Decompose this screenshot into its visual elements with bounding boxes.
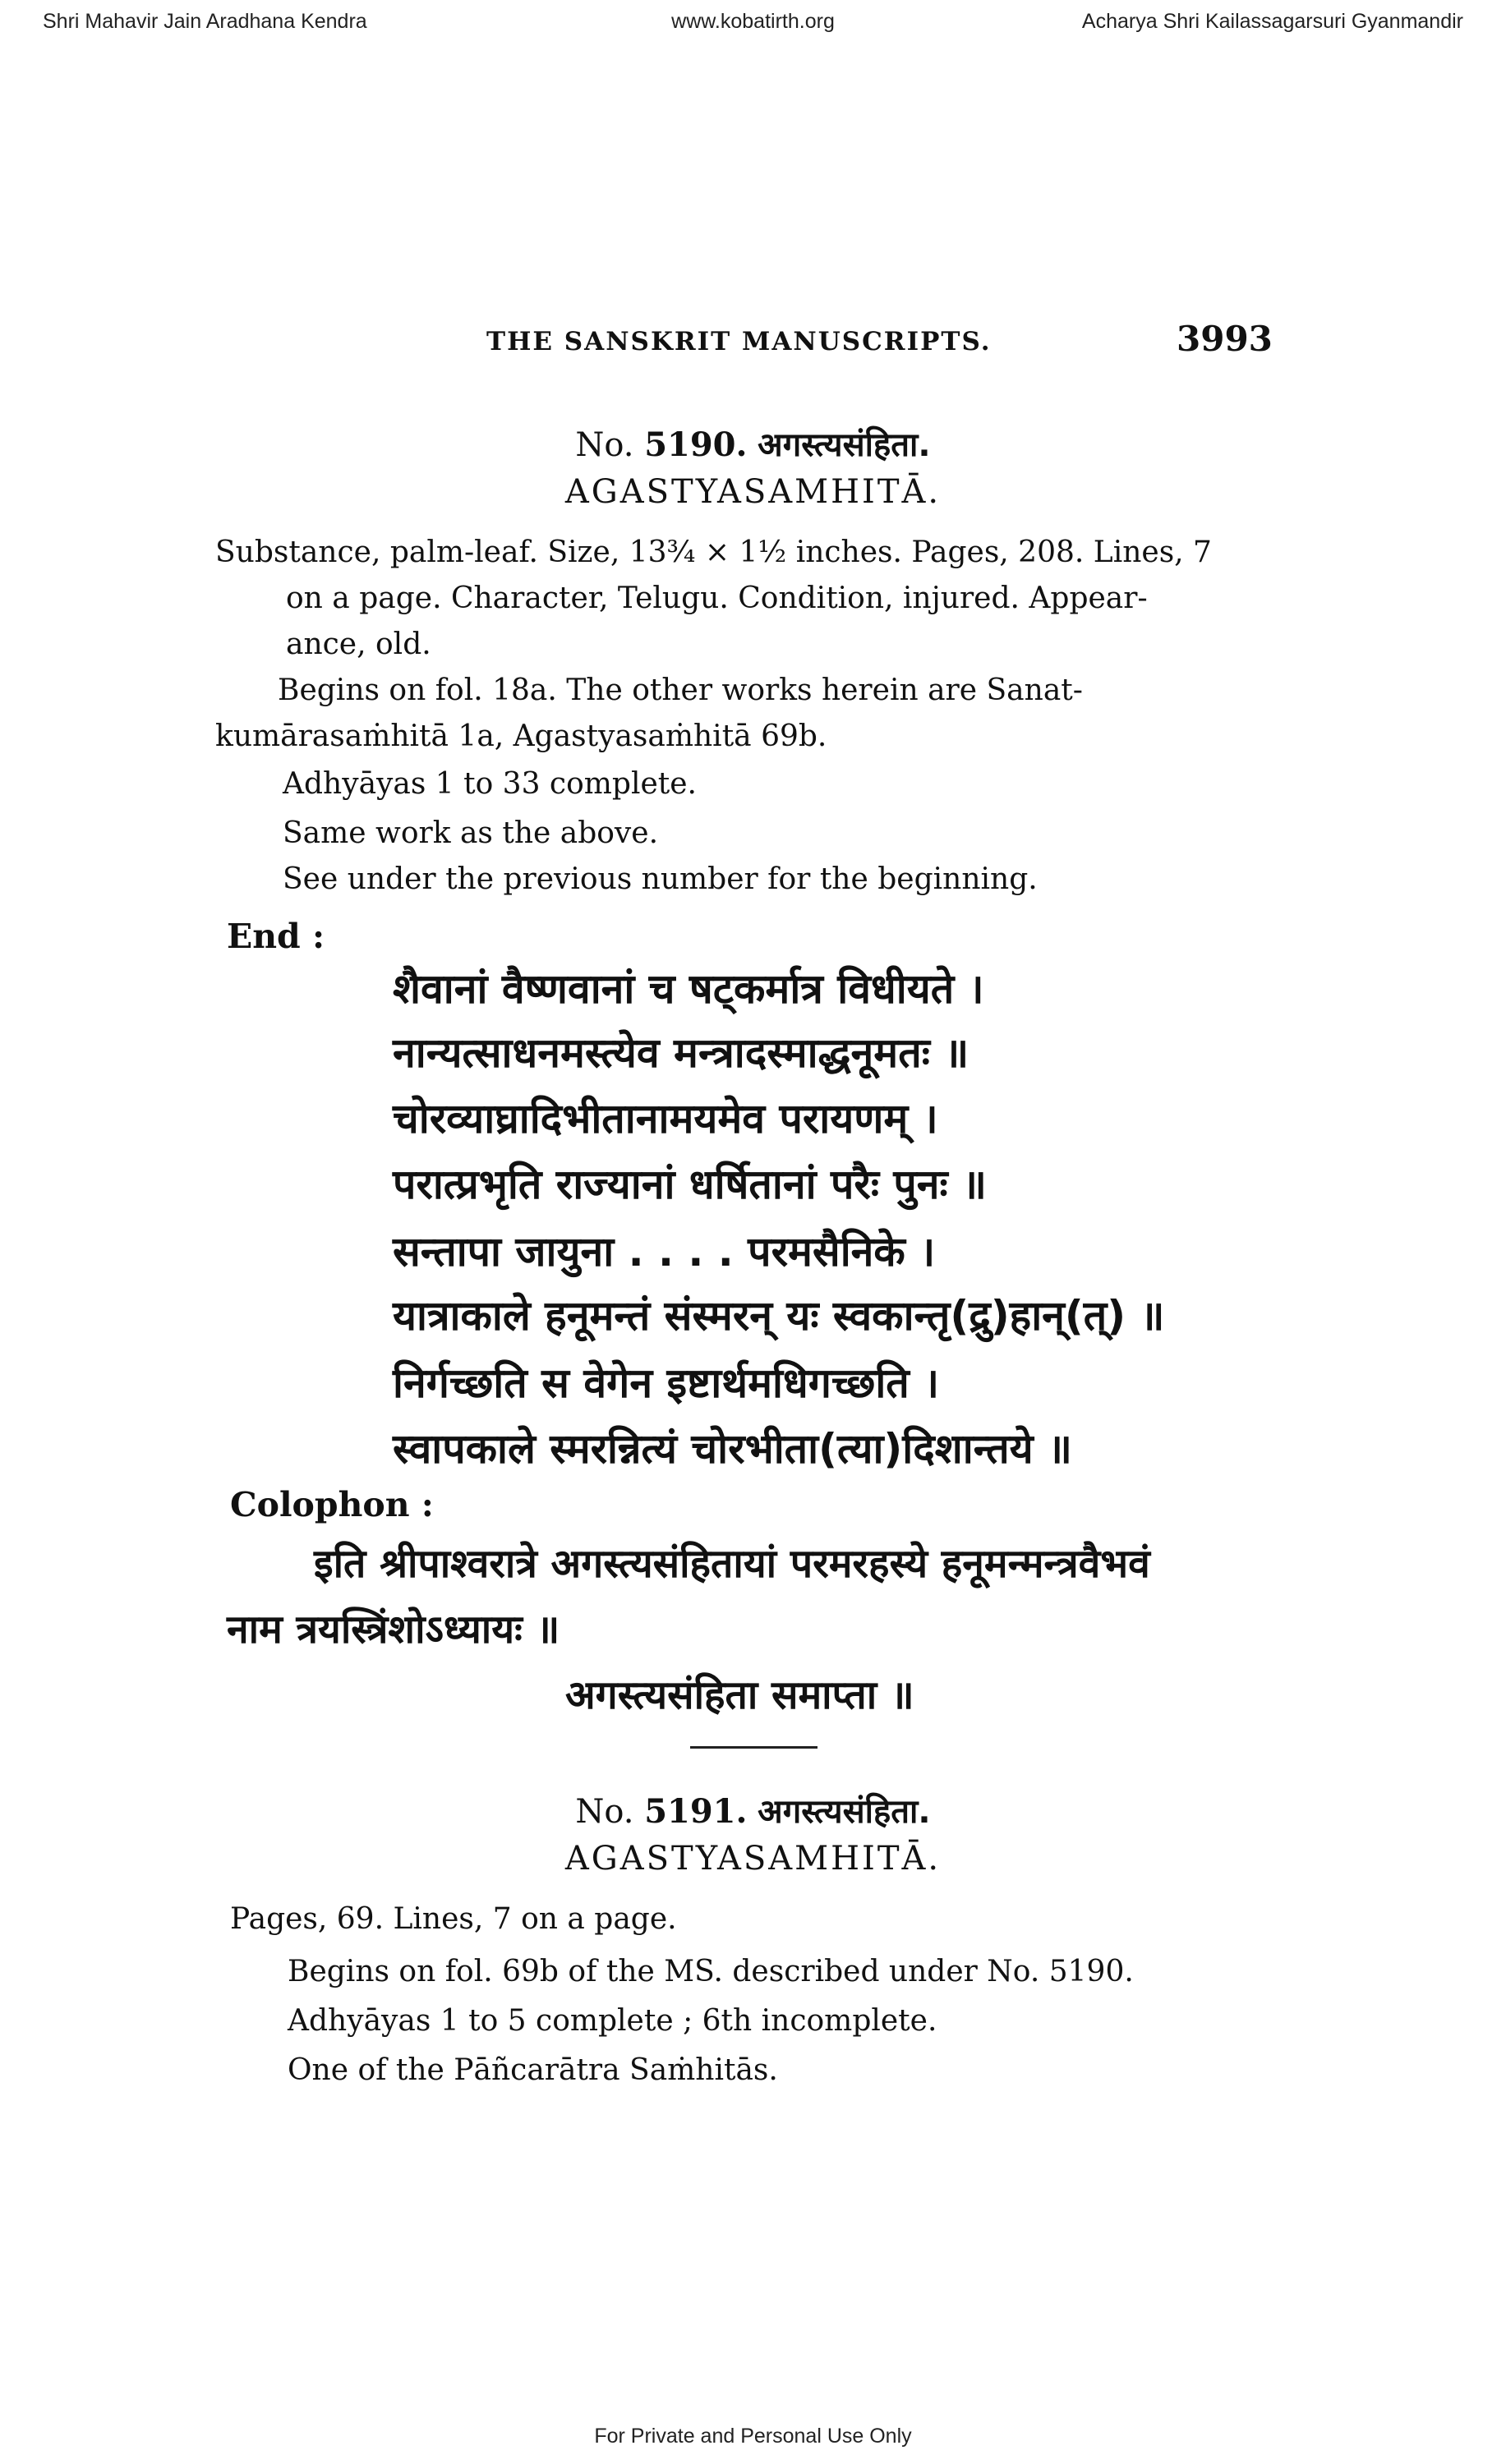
entry-5190-title-roman: AGASTYASAMHITĀ. <box>564 473 942 511</box>
section-divider <box>690 1746 817 1749</box>
site-footer <box>0 2425 1506 2454</box>
colophon-line: इति श्रीपाश्वरात्रे अगस्त्यसंहितायां परमरहस्ये हनूमन्मन्त्रवैभवं <box>314 1541 1150 1587</box>
colophon-label: Colophon : <box>230 1485 434 1524</box>
end-verse-line: शैवानां वैष्णवानां च षट्कर्मात्र विधीयते । <box>393 965 984 1013</box>
entry-5190-desc-line: Same work as the above. <box>283 816 659 850</box>
colophon-line: नाम त्रयस्त्रिंशोऽध्यायः ॥ <box>227 1607 560 1653</box>
entry-5191-title-devanagari: अगस्त्यसंहिता. <box>758 1793 931 1831</box>
entry-5190-desc-line: ance, old. <box>286 627 431 661</box>
entry-5190-no-prefix: No. <box>575 426 634 464</box>
entry-5191-desc-line: Adhyāyas 1 to 5 complete ; 6th incomplete. <box>288 2004 937 2038</box>
entry-5191-desc-line: Pages, 69. Lines, 7 on a page. <box>230 1902 677 1936</box>
entry-5190-number: 5190. <box>644 425 748 464</box>
end-label: End : <box>227 917 325 956</box>
end-verse-line: स्वापकाले स्मरन्नित्यं चोरभीता(त्या)दिशान्तये ॥ <box>393 1425 1072 1473</box>
site-header <box>0 10 1506 39</box>
entry-5190-title-devanagari: अगस्त्यसंहिता. <box>758 426 931 464</box>
header-left-text: Shri Mahavir Jain Aradhana Kendra <box>43 10 367 33</box>
header-website-link[interactable]: www.kobatirth.org <box>671 10 835 33</box>
end-verse-line: चोरव्याघ्रादिभीतानामयमेव परायणम् । <box>393 1095 938 1142</box>
entry-5190-desc-line: kumārasaṁhitā 1a, Agastyasaṁhitā 69b. <box>215 719 827 753</box>
entry-5191-desc-line: Begins on fol. 69b of the MS. described under No. 5190. <box>288 1955 1134 1988</box>
colophon-line: अगस्त्यसंहिता समाप्ता ॥ <box>565 1672 914 1718</box>
end-verse-line: निर्गच्छति स वेगेन इष्टार्थमधिगच्छति । <box>393 1359 940 1407</box>
entry-5190-title <box>0 421 1506 466</box>
entry-5191-title <box>0 1787 1506 1832</box>
running-head: THE SANSKRIT MANUSCRIPTS. <box>486 327 992 356</box>
header-right-text: Acharya Shri Kailassagarsuri Gyanmandir <box>1081 10 1463 33</box>
entry-5191-no-prefix: No. <box>575 1793 634 1831</box>
entry-5190-desc-line: on a page. Character, Telugu. Condition, injured. Appear- <box>286 582 1148 615</box>
entry-5190-desc-line: Begins on fol. 18a. The other works herein are Sanat- <box>278 673 1083 707</box>
entry-5190-desc-line: See under the previous number for the beginning. <box>283 862 1038 896</box>
entry-5190-desc-line: Substance, palm-leaf. Size, 13¾ × 1½ inches. Pages, 208. Lines, 7 <box>215 536 1212 569</box>
entry-5191-title-roman: AGASTYASAMHITĀ. <box>564 1840 942 1878</box>
entry-5190-desc-line: Adhyāyas 1 to 33 complete. <box>283 767 697 801</box>
entry-5191-desc-line: One of the Pāñcarātra Saṁhitās. <box>288 2053 778 2087</box>
end-verse-line: नान्यत्साधनमस्त्येव मन्त्रादस्माद्धनूमतः ॥ <box>393 1029 969 1077</box>
end-verse-line: यात्राकाले हनूमन्तं संस्मरन् यः स्वकान्तृ(द्रु)हान्(त्) ॥ <box>393 1292 1165 1340</box>
end-verse-line: सन्तापा जायुना . . . . परमसैनिके । <box>393 1228 936 1276</box>
end-verse-line: परात्प्रभृति राज्यानां धर्षितानां परैः पुनः ॥ <box>393 1161 987 1208</box>
page-number: 3993 <box>1177 319 1273 359</box>
entry-5191-number: 5191. <box>644 1792 748 1831</box>
footer-text: For Private and Personal Use Only <box>594 2425 912 2448</box>
